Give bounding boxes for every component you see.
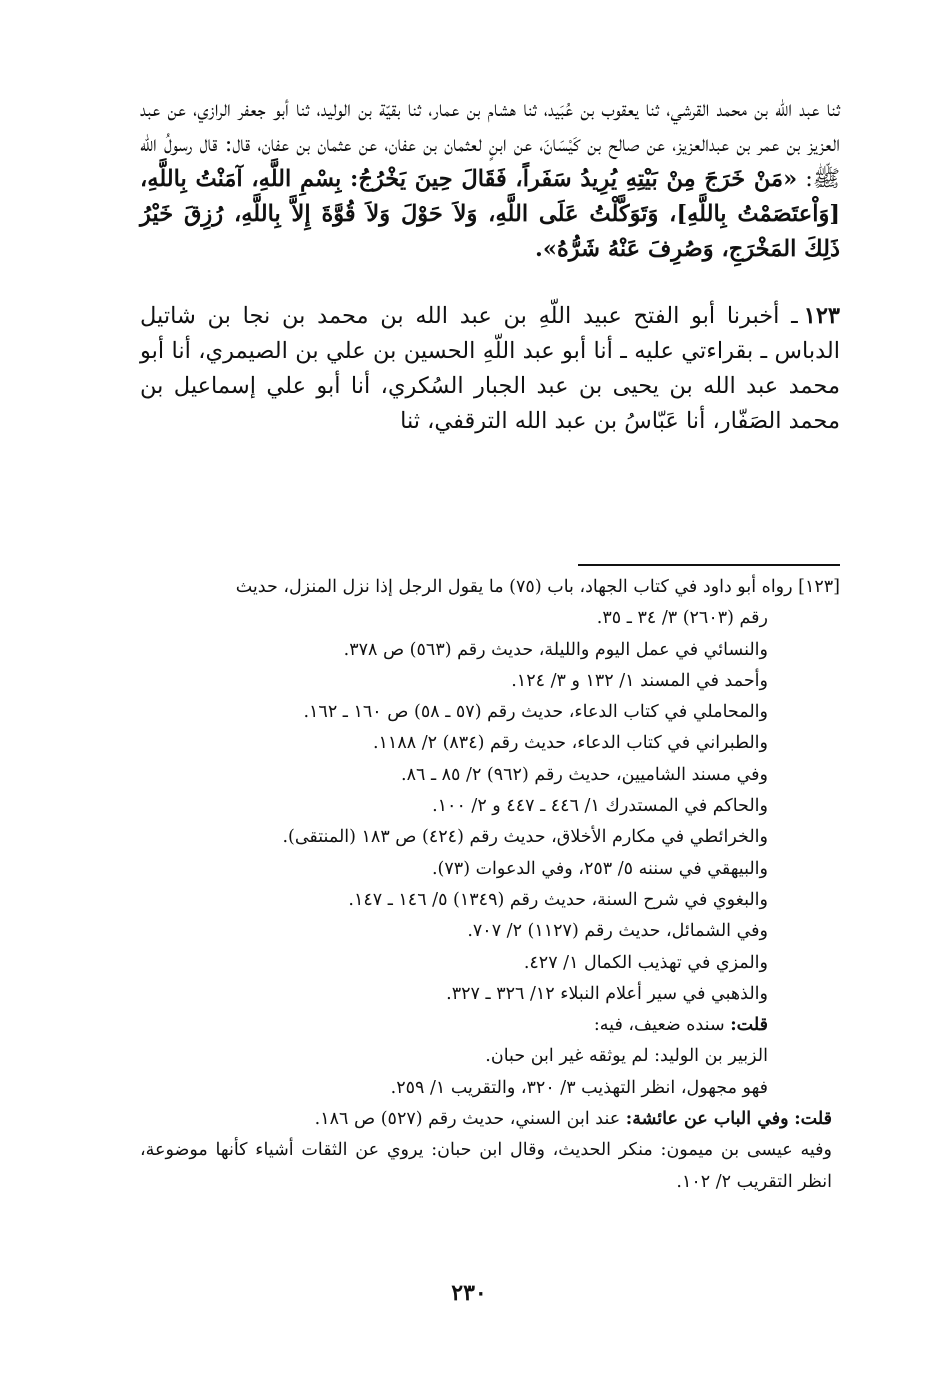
hadith-text: «مَنْ خَرَجَ مِنْ بَيْتِهِ يُرِيدُ سَفَراً، فَقَالَ حِينَ يَخْرُجُ: بِسْمِ اللَّهِ، آمَنْتُ بِاللَّهِ، [وَاْعتَصَمْتُ بِاللَّهِ]، وَتَوَكَّلْتُ عَلَى اللَّهِ، وَلاَ حَوْلَ وَلاَ قُوَّةَ إِلاَّ بِاللَّهِ، رُزِقَ خَيْرُ ذَلِكَ المَخْرَجِ، وَصُرِفَ عَنْهُ شَرُّهُ».	[140, 166, 840, 262]
footnote-isa: وفيه عيسى بن ميمون: منكر الحديث، وقال ابن حبان: يروي عن الثقات أشياء كأنها موضوعة، انظر التقريب ٢/ ١٠٢.	[140, 1140, 832, 1192]
page-number: ٢٣٠	[451, 1280, 487, 1306]
footnote-ref: وأحمد في المسند ١/ ١٣٢ و ٣/ ١٢٤.	[511, 670, 768, 691]
footnote-ref: والطبراني في كتاب الدعاء، حديث رقم (٨٣٤) ٢/ ١١٨٨.	[372, 733, 768, 754]
qult-text: سنده ضعيف، فيه:	[593, 1015, 725, 1036]
main-text	[140, 92, 840, 439]
footnote-majhul: فهو مجهول، انظر التهذيب ٣/ ٣٢٠، والتقريب ١/ ٢٥٩.	[390, 1077, 768, 1098]
isnad-text: ثنا عبد الله بن محمد القرشي، ثنا يعقوب بن عُبَيد، ثنا هشام بن عمار، ثنا بقيّة بن الوليد، ثنا أبو جعفر الرازي، عن عبد العزيز بن عمر بن عبدالعزيز، عن صالح بن كَيْسَانَ، عن ابنٍ لعثمان بن عفان، عن عثمان بن عفان، قال: قال رسولُ الله ﷺ:	[140, 96, 840, 192]
qult-label: قلت:	[794, 1109, 832, 1130]
footnote-ref: والبغوي في شرح السنة، حديث رقم (١٣٤٩) ٥/ ١٤٦ ـ ١٤٧.	[348, 889, 768, 910]
qult-bold-text: وفي الباب عن عائشة:	[625, 1109, 789, 1130]
footnote-qult-2	[140, 1104, 840, 1135]
footnote-ref: وفي الشمائل، حديث رقم (١١٢٧) ٢/ ٧٠٧.	[467, 921, 768, 942]
footnote-ref: والحاكم في المستدرك ١/ ٤٤٦ ـ ٤٤٧ و ٢/ ١٠٠.	[432, 796, 768, 817]
footnote-ref: والبيهقي في سننه ٥/ ٢٥٣، وفي الدعوات (٧٣).	[431, 858, 768, 879]
footnote-ref: والنسائي في عمل اليوم والليلة، حديث رقم (٥٦٣) ص ٣٧٨.	[343, 639, 768, 660]
paragraph-1	[140, 92, 840, 267]
qult-text: عند ابن السني، حديث رقم (٥٢٧) ص ١٨٦.	[314, 1109, 621, 1130]
footnotes	[140, 572, 840, 1198]
footnote-first-line: [١٢٣] رواه أبو داود في كتاب الجهاد، باب (٧٥) ما يقول الرجل إذا نزل المنزل، حديث	[235, 577, 840, 597]
footnote-ref: والخرائطي في مكارم الأخلاق، حديث رقم (٤٢٤) ص ١٨٣ (المنتقى).	[282, 827, 768, 848]
paragraph-2	[140, 299, 840, 439]
footnote-ref: والمزي في تهذيب الكمال ١/ ٤٢٧.	[523, 952, 768, 973]
paragraph-2-text: ـ أخبرنا أبو الفتح عبيد اللّهِ بن عبد الله بن محمد بن نجا بن شاتيل الدباس ـ بقراءتي عليه ـ أنا أبو عبد اللّهِ الحسين بن علي بن الصيمري، أنا أبو محمد عبد الله بن يحيى بن عبد الجبار السُكري، أنا أبو علي إسماعيل بن محمد الصَفّار، أنا عَبّاسُ بن عبد الله الترقفي، ثنا	[140, 303, 840, 434]
qult-label: قلت:	[730, 1015, 768, 1036]
hadith-number: ١٢٣	[803, 303, 840, 329]
footnote-divider	[578, 564, 840, 566]
footnote-qult-1	[140, 1010, 840, 1041]
footnote-zubair: الزبير بن الوليد: لم يوثقه غير ابن حبان.	[485, 1046, 768, 1067]
footnote-first-line-cont: رقم (٢٦٠٣) ٣/ ٣٤ ـ ٣٥.	[596, 608, 768, 629]
footnote-ref: والمحاملي في كتاب الدعاء، حديث رقم (٥٧ ـ ٥٨) ص ١٦٠ ـ ١٦٢.	[303, 702, 768, 723]
footnote-ref: والذهبي في سير أعلام النبلاء ١٢/ ٣٢٦ ـ ٣٢٧.	[446, 983, 768, 1004]
footnote-ref: وفي مسند الشاميين، حديث رقم (٩٦٢) ٢/ ٨٥ ـ ٨٦.	[401, 764, 768, 785]
